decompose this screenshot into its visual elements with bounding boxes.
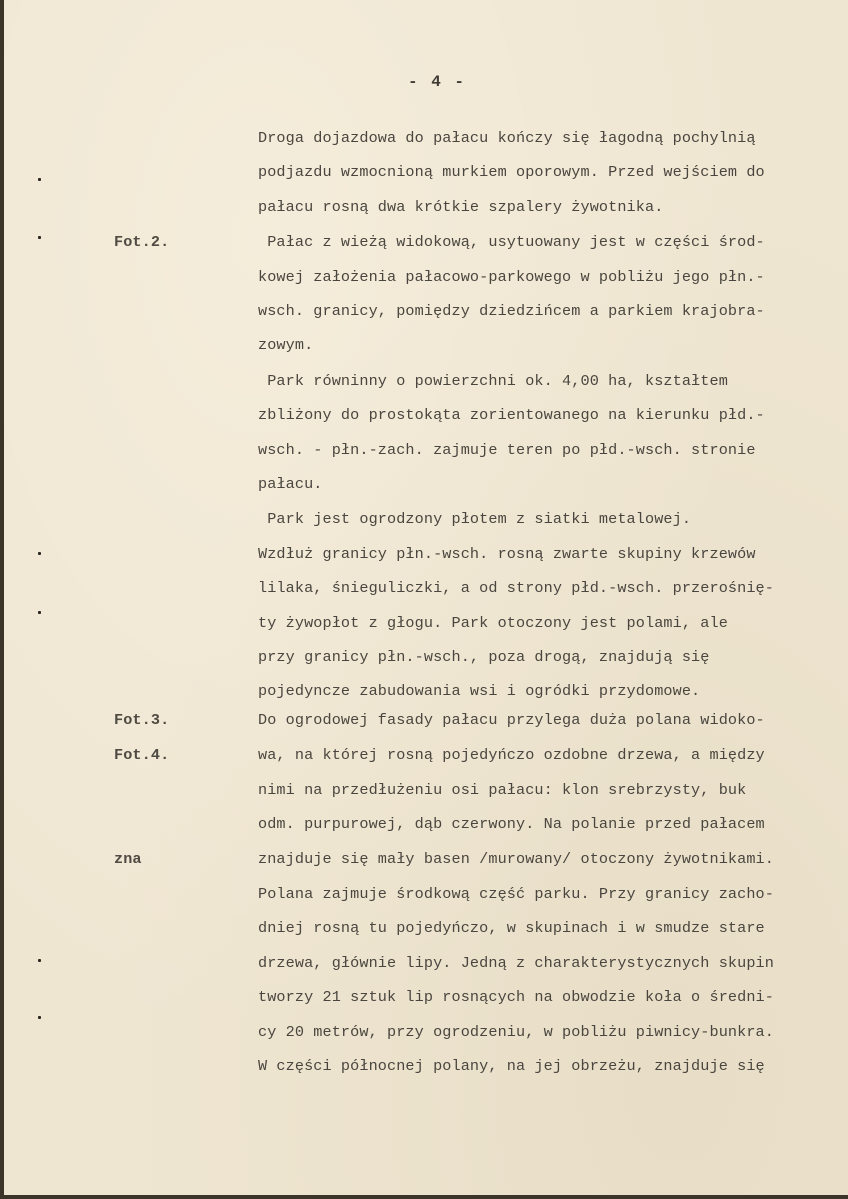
text-line: pałacu. (258, 475, 323, 493)
punch-mark (38, 611, 41, 614)
page-number: - 4 - (408, 73, 467, 91)
margin-note-fot-2: Fot.2. (114, 233, 170, 251)
punch-mark (38, 552, 41, 555)
text-line: ty żywopłot z głogu. Park otoczony jest polami, ale (258, 614, 728, 632)
margin-note-zna: zna (114, 850, 142, 868)
margin-note-fot-3: Fot.3. (114, 711, 170, 729)
text-line: przy granicy płn.-wsch., poza drogą, znajdują się (258, 648, 710, 666)
text-line: Pałac z wieżą widokową, usytuowany jest w części środ- (258, 233, 765, 251)
text-line: kowej założenia pałacowo-parkowego w pobliżu jego płn.- (258, 268, 765, 286)
text-line: zbliżony do prostokąta zorientowanego na kierunku płd.- (258, 406, 765, 424)
text-line: zowym. (258, 336, 314, 354)
text-line: wsch. granicy, pomiędzy dziedzińcem a parkiem krajobra- (258, 302, 765, 320)
text-line: cy 20 metrów, przy ogrodzeniu, w pobliżu piwnicy-bunkra. (258, 1023, 774, 1041)
text-line: wa, na której rosną pojedyńczo ozdobne drzewa, a między (258, 746, 765, 764)
text-line: odm. purpurowej, dąb czerwony. Na polanie przed pałacem (258, 815, 765, 833)
text-line: lilaka, śnieguliczki, a od strony płd.-wsch. przerośnię- (258, 579, 774, 597)
text-line: nimi na przedłużeniu osi pałacu: klon srebrzysty, buk (258, 781, 747, 799)
text-line: wsch. - płn.-zach. zajmuje teren po płd.-wsch. stronie (258, 441, 756, 459)
punch-mark (38, 178, 41, 181)
punch-mark (38, 959, 41, 962)
text-line: Park jest ogrodzony płotem z siatki metalowej. (258, 510, 692, 528)
text-line: Wzdłuż granicy płn.-wsch. rosną zwarte skupiny krzewów (258, 545, 756, 563)
document-page (4, 0, 848, 1195)
punch-mark (38, 1016, 41, 1019)
text-line: tworzy 21 sztuk lip rosnących na obwodzie koła o średni- (258, 988, 774, 1006)
text-line: dniej rosną tu pojedyńczo, w skupinach i w smudze stare (258, 919, 765, 937)
punch-mark (38, 236, 41, 239)
text-line: pałacu rosną dwa krótkie szpalery żywotnika. (258, 198, 664, 216)
text-line: Park równinny o powierzchni ok. 4,00 ha, kształtem (258, 372, 728, 390)
text-line: Droga dojazdowa do pałacu kończy się łagodną pochylnią (258, 129, 756, 147)
text-line: znajduje się mały basen /murowany/ otoczony żywotnikami. (258, 850, 774, 868)
text-line: podjazdu wzmocnioną murkiem oporowym. Przed wejściem do (258, 163, 765, 181)
text-line: W części północnej polany, na jej obrzeżu, znajduje się (258, 1057, 765, 1075)
text-line: pojedyncze zabudowania wsi i ogródki przydomowe. (258, 682, 701, 700)
text-line: Do ogrodowej fasady pałacu przylega duża polana widoko- (258, 711, 765, 729)
text-line: Polana zajmuje środkową część parku. Przy granicy zacho- (258, 885, 774, 903)
text-line: drzewa, głównie lipy. Jedną z charakterystycznych skupin (258, 954, 774, 972)
margin-note-fot-4: Fot.4. (114, 746, 170, 764)
